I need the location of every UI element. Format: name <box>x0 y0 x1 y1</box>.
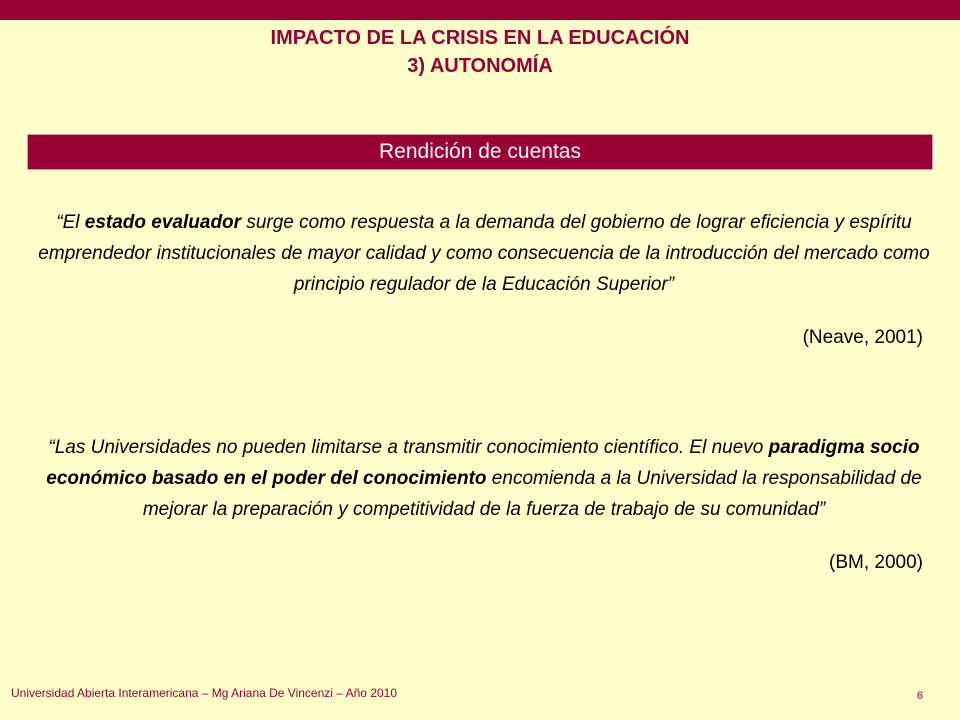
quote-bm <box>38 432 930 525</box>
citation-neave: (Neave, 2001) <box>802 327 923 348</box>
title-line-1: IMPACTO DE LA CRISIS EN LA EDUCACIÓN <box>270 27 690 49</box>
title-line-2: 3) AUTONOMÍA <box>407 55 553 77</box>
section-heading: Rendición de cuentas <box>379 140 581 163</box>
quote-bold-phrase: estado evaluador <box>84 212 242 233</box>
quote-bold-phrase: paradigma socio económico basado en el poder del conocimiento <box>46 437 920 489</box>
quote-neave <box>38 207 930 300</box>
slide-title <box>0 24 960 80</box>
quote-close-mark: ” <box>818 499 826 520</box>
page-number: 6 <box>916 690 923 702</box>
section-heading-bar <box>27 134 933 170</box>
quote-close-mark: ” <box>667 274 675 295</box>
citation-bm: (BM, 2000) <box>829 552 923 573</box>
quote-open-mark: “ <box>56 212 63 233</box>
quote-text-start: Las Universidades no pueden limitarse a transmitir conocimiento científico. El nuevo <box>54 437 769 458</box>
footer-credit: Universidad Abierta Interamericana – Mg Ariana De Vincenzi – Año 2010 <box>11 686 398 700</box>
top-accent-bar <box>0 0 960 20</box>
quote-text-start: El <box>62 212 85 233</box>
quote-open-mark: “ <box>48 437 55 458</box>
quote-text-end: surge como respuesta a la demanda del gobierno de lograr eficiencia y espíritu emprendedor institucionales de mayor calidad y como consecuencia de la introducción del mercado como principio regulador de la Educación Superior <box>38 212 930 295</box>
quote-text-end: encomienda a la Universidad la responsabilidad de mejorar la preparación y competitividad de la fuerza de trabajo de su comunidad <box>142 468 922 520</box>
